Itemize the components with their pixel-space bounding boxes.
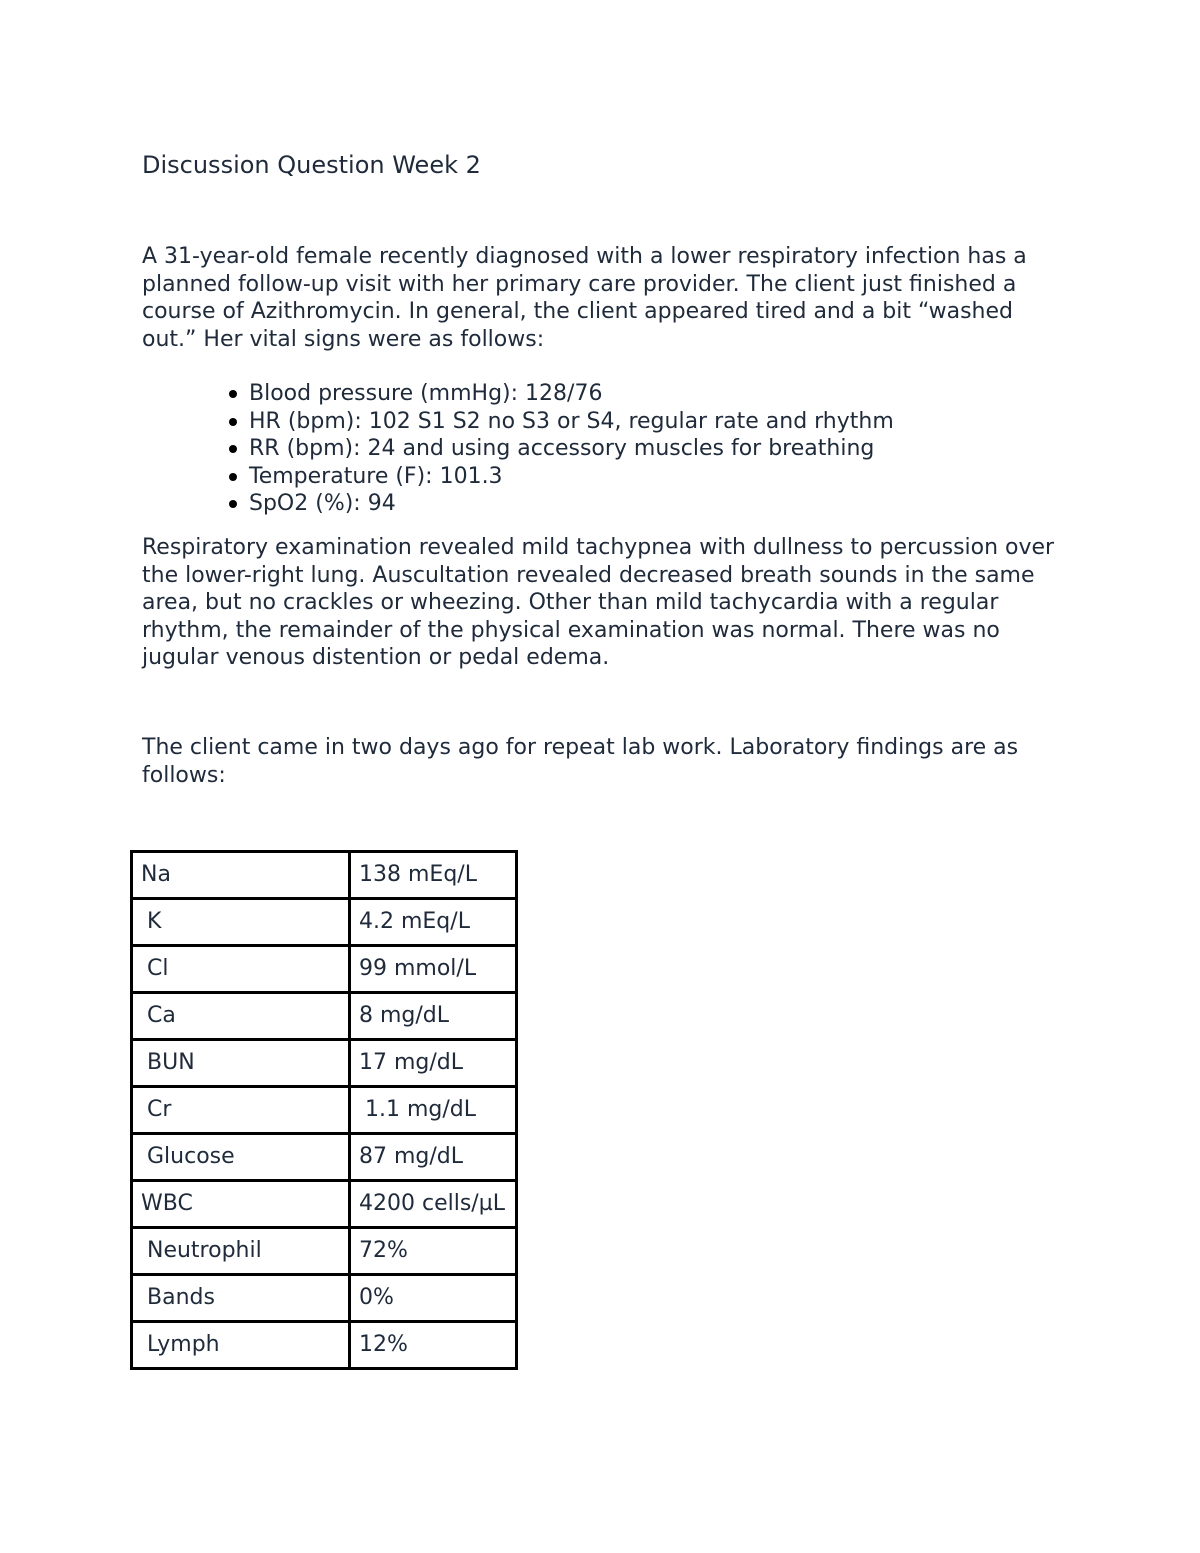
- vital-sign-text: SpO2 (%): 94: [249, 491, 396, 516]
- lab-value-cell: 87 mg/dL: [350, 1134, 517, 1181]
- lab-value-cell: 4.2 mEq/L: [350, 899, 517, 946]
- list-item: [142, 463, 894, 491]
- lab-name-cell: K: [132, 899, 350, 946]
- bullet-icon: [229, 445, 237, 453]
- vital-signs-list: [142, 380, 894, 518]
- intro-paragraph: A 31-year-old female recently diagnosed with a lower respiratory infection has a planned follow-up visit with her primary care provider. The client just finished a course of Azithromycin. In general, the client appeared tired and a bit “washed out.” Her vital signs were as follows:: [142, 244, 1027, 352]
- lab-results-table: [130, 850, 518, 1370]
- lab-value-cell: 99 mmol/L: [350, 946, 517, 993]
- lab-name-cell: Bands: [132, 1275, 350, 1322]
- lab-value-cell: 0%: [350, 1275, 517, 1322]
- list-item: [142, 408, 894, 436]
- lab-name-cell: Neutrophil: [132, 1228, 350, 1275]
- vital-sign-text: Temperature (F): 101.3: [249, 463, 503, 489]
- bullet-icon: [229, 418, 237, 426]
- lab-name-cell: Glucose: [132, 1134, 350, 1181]
- exam-paragraph: Respiratory examination revealed mild tachypnea with dullness to percussion over the lower-right lung. Auscultation revealed decreased breath sounds in the same area, but no crackles or wheezing. Other than mild tachycardia with a regular rhythm, the remainder of the physical examination was normal. There was no jugular venous distention or pedal edema.: [142, 535, 1055, 670]
- list-item: [142, 490, 894, 518]
- lab-name-cell: Cl: [132, 946, 350, 993]
- lab-value-cell: 1.1 mg/dL: [350, 1087, 517, 1134]
- table-row: [132, 852, 517, 899]
- table-row: [132, 1322, 517, 1369]
- table-row: [132, 1275, 517, 1322]
- document-title: Discussion Question Week 2: [142, 151, 481, 179]
- bullet-icon: [229, 500, 237, 508]
- lab-value-cell: 12%: [350, 1322, 517, 1369]
- vital-sign-text: RR (bpm): 24 and using accessory muscles for breathing: [249, 436, 875, 461]
- lab-value-cell: 138 mEq/L: [350, 852, 517, 899]
- lab-name-cell: Ca: [132, 993, 350, 1040]
- lab-name-cell: Cr: [132, 1087, 350, 1134]
- lab-name-cell: Lymph: [132, 1322, 350, 1369]
- table-row: [132, 946, 517, 993]
- table-row: [132, 1134, 517, 1181]
- bullet-icon: [229, 473, 237, 481]
- table-row: [132, 1040, 517, 1087]
- vital-sign-text: HR (bpm): 102 S1 S2 no S3 or S4, regular rate and rhythm: [249, 408, 894, 434]
- table-row: [132, 1228, 517, 1275]
- table-row: [132, 1087, 517, 1134]
- lab-name-cell: BUN: [132, 1040, 350, 1087]
- table-row: [132, 1181, 517, 1228]
- lab-value-cell: 17 mg/dL: [350, 1040, 517, 1087]
- lab-intro-paragraph: The client came in two days ago for repeat lab work. Laboratory findings are as follows:: [142, 735, 1019, 788]
- table-row: [132, 993, 517, 1040]
- bullet-icon: [229, 390, 237, 398]
- table-row: [132, 899, 517, 946]
- lab-value-cell: 72%: [350, 1228, 517, 1275]
- lab-value-cell: 4200 cells/µL: [350, 1181, 517, 1228]
- lab-name-cell: Na: [132, 852, 350, 899]
- lab-value-cell: 8 mg/dL: [350, 993, 517, 1040]
- vital-sign-text: Blood pressure (mmHg): 128/76: [249, 381, 603, 406]
- list-item: [142, 435, 894, 463]
- lab-name-cell: WBC: [132, 1181, 350, 1228]
- list-item: [142, 380, 894, 408]
